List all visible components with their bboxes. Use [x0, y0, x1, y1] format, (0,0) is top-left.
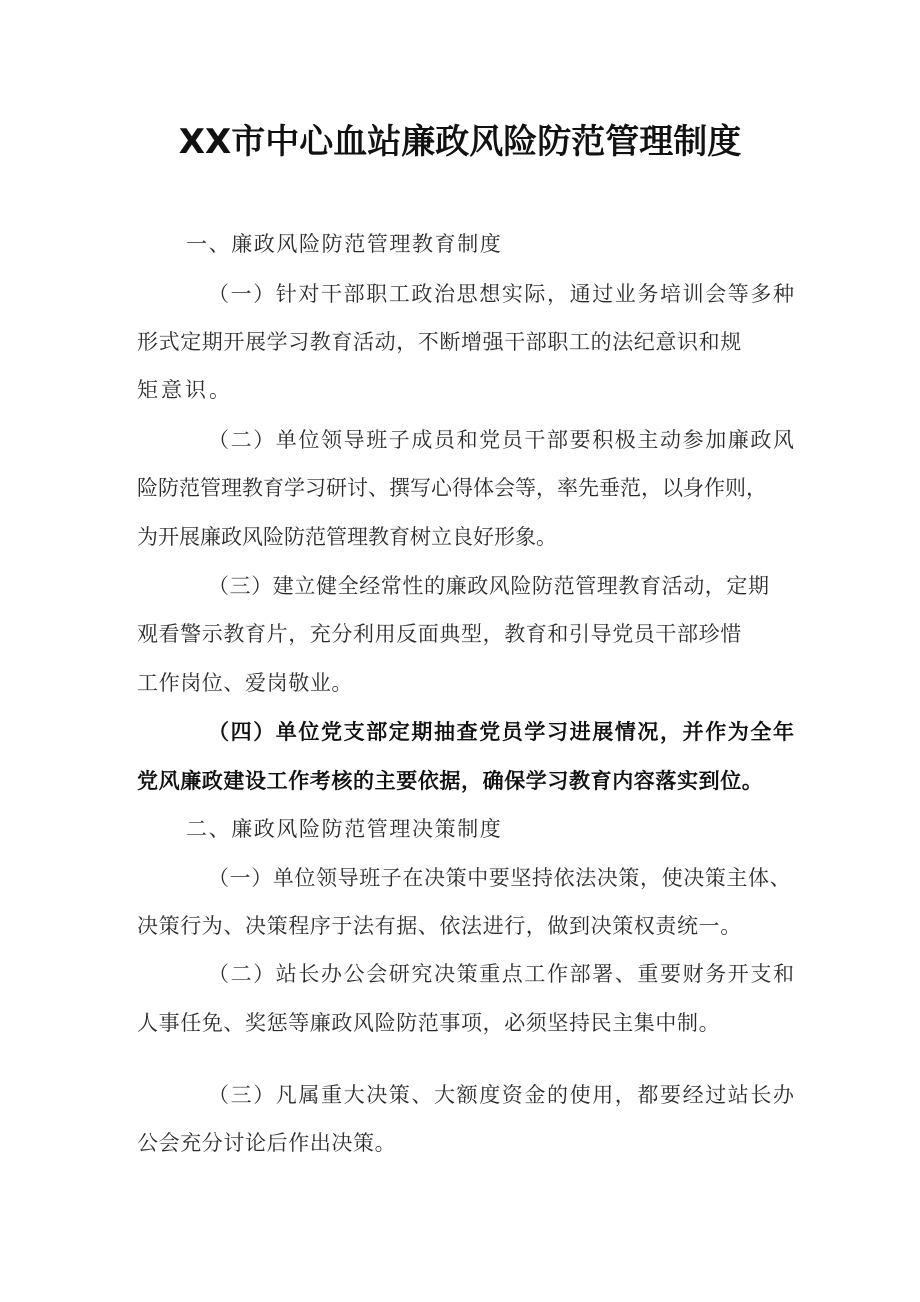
paragraph-line: （四）单位党支部定期抽查党员学习进展情况，并作为全年 — [208, 719, 796, 744]
paragraph-line: 观看警示教育片，充分利用反面典型，教育和引导党员干部珍惜 — [137, 622, 742, 646]
paragraph-line: （二）站长办公会研究决策重点工作部署、重要财务开支和 — [208, 962, 796, 986]
section-heading-1: 一、廉政风险防范管理教育制度 — [186, 232, 503, 256]
paragraph-line: （三）建立健全经常性的廉政风险防范管理教育活动，定期 — [208, 574, 770, 598]
paragraph-line: （一）针对干部职工政治思想实际，通过业务培训会等多种 — [208, 282, 796, 306]
paragraph-line: 险防范管理教育学习研讨、撰写心得体会等，率先垂范，以身作则， — [137, 476, 767, 500]
paragraph-line: 形式定期开展学习教育活动，不断增强干部职工的法纪意识和规 — [137, 330, 742, 354]
paragraph-line: 公会充分讨论后作出决策。 — [137, 1131, 397, 1155]
paragraph-line: 矩意识。 — [137, 378, 233, 402]
paragraph-line: 决策行为、决策程序于法有据、依法进行，做到决策权责统一。 — [137, 914, 742, 938]
paragraph-line: 为开展廉政风险防范管理教育树立良好形象。 — [137, 525, 557, 549]
paragraph-line: （一）单位领导班子在决策中要坚持依法决策，使决策主体、 — [208, 866, 792, 890]
paragraph-line: 党风廉政建设工作考核的主要依据，确保学习教育内容落实到位。 — [137, 768, 764, 793]
paragraph-line: （三）凡属重大决策、大额度资金的使用，都要经过站长办 — [208, 1083, 796, 1107]
document-title: XX市中心血站廉政风险防范管理制度 — [178, 122, 742, 162]
section-heading-2: 二、廉政风险防范管理决策制度 — [186, 817, 503, 841]
paragraph-line: 人事任免、奖惩等廉政风险防范事项，必须坚持民主集中制。 — [137, 1011, 721, 1035]
paragraph-line: （二）单位领导班子成员和党员干部要积极主动参加廉政风 — [208, 428, 796, 452]
paragraph-line: 工作岗位、爱岗敬业。 — [137, 671, 353, 695]
